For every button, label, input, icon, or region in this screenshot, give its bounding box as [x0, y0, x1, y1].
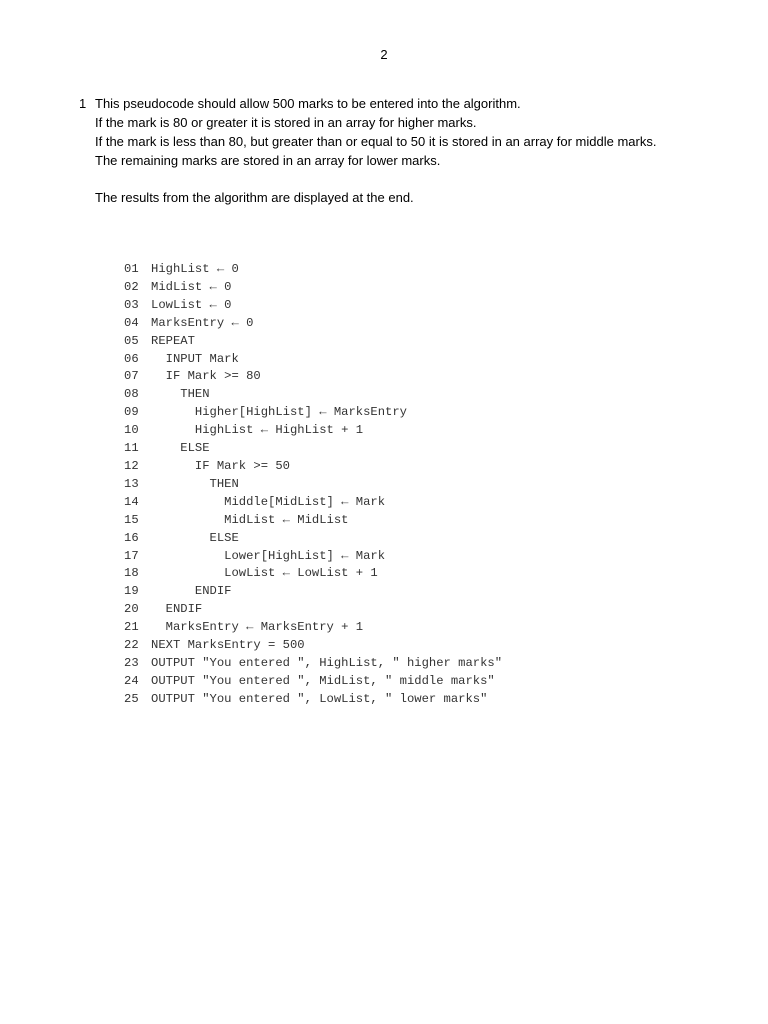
code-line-number: 22 [124, 638, 139, 653]
code-line [124, 655, 502, 673]
code-line-text: ELSE [151, 530, 239, 545]
code-line-text: MarksEntry ← MarksEntry + 1 [151, 620, 364, 635]
code-line [124, 583, 502, 601]
code-line-text: OUTPUT "You entered ", MidList, " middle marks" [151, 673, 495, 688]
code-line-number: 01 [124, 262, 139, 276]
code-line-number: 02 [124, 279, 139, 294]
code-line [124, 637, 502, 655]
code-line [124, 565, 502, 583]
code-line-text: NEXT MarksEntry = 500 [151, 638, 305, 653]
code-line [124, 368, 502, 386]
code-line-number: 12 [124, 458, 139, 473]
code-line-text: LowList ← 0 [151, 297, 232, 312]
code-line-number: 05 [124, 333, 139, 348]
code-line [124, 333, 502, 351]
code-line-text: ENDIF [151, 602, 203, 617]
code-line-text: Lower[HighList] ← Mark [151, 548, 386, 563]
code-line-number: 23 [124, 655, 139, 670]
code-line-number: 21 [124, 620, 139, 635]
code-line-number: 14 [124, 494, 139, 509]
code-line [124, 440, 502, 458]
code-line-number: 18 [124, 566, 139, 581]
question-line: If the mark is 80 or greater it is stored in an array for higher marks. [95, 115, 477, 130]
code-line [124, 691, 502, 709]
code-line-number: 19 [124, 584, 139, 599]
code-line-number: 13 [124, 476, 139, 491]
code-line-number: 11 [124, 441, 139, 456]
paragraph-gap [95, 170, 739, 188]
code-line-text: REPEAT [151, 333, 195, 348]
code-line-text: ENDIF [151, 584, 232, 599]
code-line-number: 16 [124, 530, 139, 545]
code-line [124, 386, 502, 404]
page-number: 2 [380, 47, 388, 62]
code-line [124, 279, 502, 297]
question-number: 1 [79, 96, 87, 111]
code-line-text: HighList ← 0 [151, 262, 239, 276]
code-line-text: LowList ← LowList + 1 [151, 566, 378, 581]
code-line-text: THEN [151, 387, 210, 402]
code-line [124, 512, 502, 530]
code-line-number: 15 [124, 512, 139, 527]
code-line-text: MarksEntry ← 0 [151, 315, 254, 330]
question-line: This pseudocode should allow 500 marks to be entered into the algorithm. [95, 96, 521, 111]
question-line: If the mark is less than 80, but greater than or equal to 50 it is stored in an array for middle marks. [95, 134, 657, 149]
code-line [124, 476, 502, 494]
code-line [124, 315, 502, 333]
code-line-text: MidList ← 0 [151, 279, 232, 294]
question-line: The remaining marks are stored in an array for lower marks. [95, 153, 441, 168]
code-line-number: 24 [124, 673, 139, 688]
code-line-text: OUTPUT "You entered ", LowList, " lower marks" [151, 691, 488, 706]
code-line [124, 548, 502, 566]
code-line-text: Higher[HighList] ← MarksEntry [151, 405, 407, 420]
code-line-text: THEN [151, 476, 239, 491]
code-line-text: MidList ← MidList [151, 512, 349, 527]
code-line [124, 601, 502, 619]
code-line-text: Middle[MidList] ← Mark [151, 494, 386, 509]
code-line [124, 530, 502, 548]
code-line [124, 619, 502, 637]
code-line-text: HighList ← HighList + 1 [151, 423, 364, 438]
code-line-number: 06 [124, 351, 139, 366]
code-line-text: INPUT Mark [151, 351, 239, 366]
code-line [124, 422, 502, 440]
code-line [124, 261, 502, 279]
question-1 [79, 94, 739, 207]
code-line-number: 04 [124, 315, 139, 330]
code-line-text: IF Mark >= 50 [151, 458, 290, 473]
question-row [79, 94, 739, 207]
code-line-text: IF Mark >= 80 [151, 369, 261, 384]
code-line-number: 07 [124, 369, 139, 384]
pseudocode-listing [124, 261, 502, 709]
code-line [124, 404, 502, 422]
code-line [124, 673, 502, 691]
code-line-number: 25 [124, 691, 139, 706]
code-line-number: 17 [124, 548, 139, 563]
code-line [124, 297, 502, 315]
code-line-number: 08 [124, 387, 139, 402]
code-line-number: 09 [124, 405, 139, 420]
code-line-text: OUTPUT "You entered ", HighList, " higher marks" [151, 655, 503, 670]
code-line-number: 03 [124, 297, 139, 312]
code-line-text: ELSE [151, 441, 210, 456]
code-line [124, 351, 502, 369]
question-body [95, 94, 739, 207]
code-line-number: 10 [124, 423, 139, 438]
code-line-number: 20 [124, 602, 139, 617]
question-closing: The results from the algorithm are displayed at the end. [95, 190, 414, 205]
code-line [124, 458, 502, 476]
code-line [124, 494, 502, 512]
